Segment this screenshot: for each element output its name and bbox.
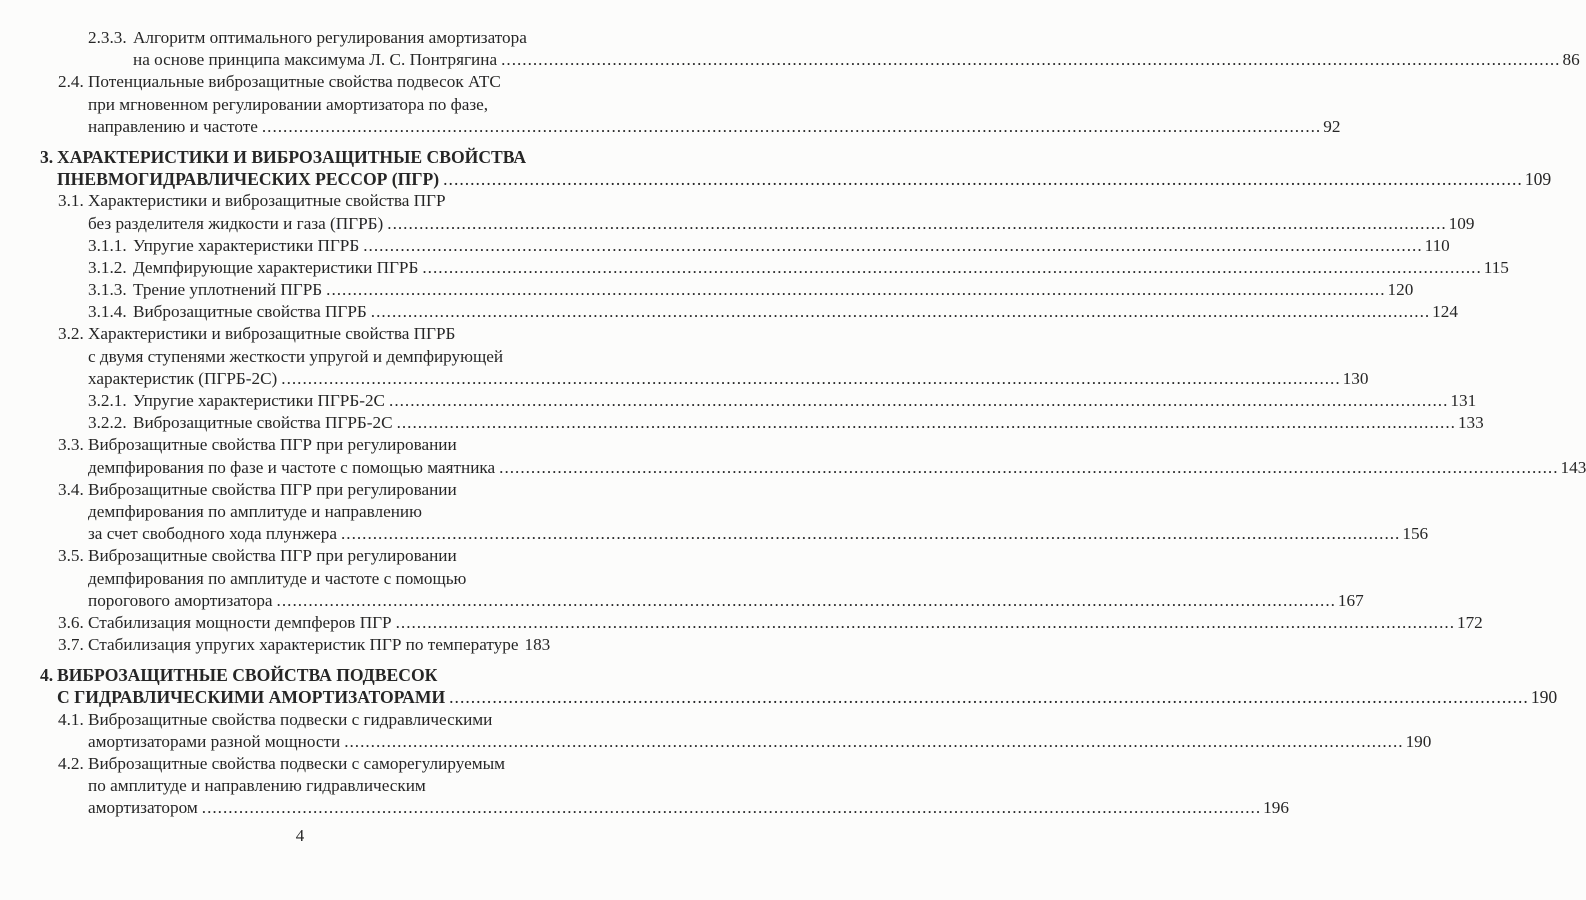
toc-entry-last-line [88, 797, 1289, 819]
toc-entry [0, 634, 600, 656]
toc-entry-text: ПНЕВМОГИДРАВЛИЧЕСКИХ РЕССОР (ПГР) [57, 169, 440, 190]
toc-entry-number: 3.4. [58, 479, 84, 499]
toc-entry-number: 3.3. [58, 435, 84, 455]
toc-entry [0, 323, 1369, 390]
toc-page-number[interactable]: 109 [1524, 169, 1552, 190]
toc-line [0, 634, 600, 656]
toc-entry-number: 2.3.3. [88, 28, 127, 47]
toc-entry-text: Алгоритм оптимального регулирования амортизатора [133, 28, 527, 47]
toc-line [0, 731, 1432, 753]
toc-entry-text: Виброзащитные свойства ПГРБ-2С [133, 413, 393, 433]
toc-entry-text: Демпфирующие характеристики ПГРБ [133, 257, 419, 277]
toc-line [0, 686, 1558, 708]
toc-entry-text: характеристик (ПГРБ-2С) [88, 368, 278, 388]
toc-entry-text: Упругие характеристики ПГРБ-2С [133, 391, 386, 410]
toc-entry-text: демпфирования по амплитуде и направлению [88, 501, 422, 521]
toc-page-number[interactable]: 130 [1342, 368, 1369, 388]
toc-entry-text: амортизатором [88, 798, 198, 818]
toc-entry-number: 4.2. [58, 754, 84, 773]
toc-entry-number: 3.1.4. [88, 302, 127, 322]
toc-line [0, 235, 1450, 257]
toc-page-number[interactable]: 92 [1323, 116, 1341, 136]
toc-entry [0, 71, 1341, 138]
toc-page-number[interactable]: 156 [1402, 524, 1429, 544]
toc-line [0, 190, 600, 212]
toc-entry-text: Упругие характеристики ПГРБ [133, 235, 360, 255]
toc-entry-text: Характеристики и виброзащитные свойства ПГР [88, 191, 446, 211]
toc-page-number[interactable]: 109 [1448, 213, 1475, 233]
toc-entry-text: амортизаторами разной мощности [88, 731, 341, 751]
toc-entry-text: ВИБРОЗАЩИТНЫЕ СВОЙСТВА ПОДВЕСОК [57, 665, 438, 686]
toc-entry-number: 3.2.1. [88, 391, 127, 410]
toc-line [0, 213, 1475, 235]
toc-page-number[interactable]: 133 [1457, 413, 1484, 433]
toc-chapter [0, 664, 1558, 708]
toc-entry [0, 190, 1475, 234]
toc-entry [0, 479, 1429, 546]
toc-line [0, 27, 600, 49]
dot-leader: ........................................................................................................................................................................................................ [326, 280, 1386, 300]
toc-line [0, 390, 1477, 412]
toc-page-number[interactable]: 131 [1450, 391, 1477, 410]
dot-leader: ........................................................................................................................................................................................................ [501, 50, 1561, 70]
toc-entry-number: 3.1.3. [88, 280, 127, 300]
toc-entry [0, 709, 1432, 753]
toc-entry-last-line [88, 523, 1429, 545]
toc-chapter [0, 146, 1552, 190]
toc-entry-number: 3.1. [58, 191, 84, 211]
toc-entry-last-line [88, 213, 1475, 235]
toc-entry [0, 753, 1289, 820]
dot-leader: ........................................................................................................................................................................................................ [281, 368, 1341, 388]
toc-entry-text: за счет свободного хода плунжера [88, 524, 337, 544]
toc-entry-last-line [133, 390, 1477, 412]
dot-leader: ........................................................................................................................................................................................................ [370, 302, 1431, 322]
dot-leader: ........................................................................................................................................................................................................ [499, 457, 1559, 477]
toc-line [0, 523, 1429, 545]
toc-page-number[interactable]: 172 [1456, 612, 1483, 632]
toc-line [0, 545, 600, 567]
toc-line [0, 709, 600, 731]
toc-entry-last-line [133, 257, 1509, 279]
toc-entry-text: при мгновенном регулировании амортизатора по фазе, [88, 94, 489, 114]
toc-entry-text: С ГИДРАВЛИЧЕСКИМИ АМОРТИЗАТОРАМИ [57, 687, 446, 708]
toc-line [0, 590, 1364, 612]
toc-entry-last-line [88, 731, 1432, 753]
toc-entry-text: порогового амортизатора [88, 590, 273, 610]
toc-page-number[interactable]: 190 [1530, 687, 1558, 708]
toc-entry-text: Стабилизация упругих характеристик ПГР по температуре [88, 635, 519, 655]
toc-line [0, 301, 1458, 323]
toc-page-number[interactable]: 183 [524, 635, 551, 655]
toc-entry-last-line [133, 279, 1414, 301]
dot-leader: ........................................................................................................................................................................................................ [422, 257, 1482, 277]
toc-line [0, 368, 1369, 390]
toc-entry-text: Виброзащитные свойства ПГРБ [133, 302, 367, 322]
toc-page-number[interactable]: 190 [1405, 731, 1432, 751]
toc-entry-text: с двумя ступенями жесткости упругой и демпфирующей [88, 346, 504, 366]
toc-line [0, 323, 600, 345]
toc-line [0, 94, 600, 116]
toc-entry [0, 390, 1477, 412]
toc-entry-text: без разделителя жидкости и газа (ПГРБ) [88, 213, 384, 233]
toc-line [0, 412, 1484, 434]
toc-entry-last-line [88, 634, 551, 656]
toc-entry-last-line [57, 686, 1558, 708]
toc-entry-number: 3.1.1. [88, 235, 127, 255]
toc-entry-text: на основе принципа максимума Л. С. Понтрягина [133, 50, 498, 70]
toc-page-number[interactable]: 196 [1263, 798, 1289, 818]
dot-leader: ........................................................................................................................................................................................................ [396, 413, 1456, 433]
toc-entry-text: Трение уплотнений ПГРБ [133, 280, 323, 300]
toc-entry-number: 3. [40, 146, 54, 167]
toc-line [0, 479, 600, 501]
toc-entry-last-line [88, 116, 1341, 138]
dot-leader: ........................................................................................................................................................................................................ [261, 116, 1322, 136]
toc-entry-text: Стабилизация мощности демпферов ПГР [88, 612, 392, 632]
toc-entry [0, 279, 1414, 301]
toc-entry-number: 3.1.2. [88, 257, 127, 277]
toc-entry-text: Характеристики и виброзащитные свойства ПГРБ [88, 324, 456, 344]
toc-line [0, 434, 600, 456]
toc-entry-number: 4. [40, 665, 54, 686]
toc-entry-last-line [57, 168, 1552, 190]
toc-entry [0, 27, 1580, 71]
toc-line [0, 71, 600, 93]
toc-line [0, 49, 1580, 71]
toc-entry-last-line [88, 368, 1369, 390]
toc-entry-text: Потенциальные виброзащитные свойства подвесок АТС [88, 72, 501, 92]
toc-line [0, 346, 600, 368]
toc-entry-last-line [88, 590, 1364, 612]
toc-entry-number: 3.2.2. [88, 413, 127, 433]
toc-line [0, 146, 600, 168]
dot-leader: ........................................................................................................................................................................................................ [443, 169, 1523, 190]
toc-entry-text: ХАРАКТЕРИСТИКИ И ВИБРОЗАЩИТНЫЕ СВОЙСТВА [57, 146, 527, 167]
toc-line [0, 664, 600, 686]
toc-entry-text: демпфирования по фазе и частоте с помощью маятника [88, 457, 496, 477]
dot-leader: ........................................................................................................................................................................................................ [363, 235, 1423, 255]
toc-page-number[interactable]: 86 [1562, 50, 1580, 70]
dot-leader: ........................................................................................................................................................................................................ [276, 590, 1336, 610]
dot-leader: ........................................................................................................................................................................................................ [395, 612, 1455, 632]
toc-entry-text: Виброзащитные свойства подвески с гидравлическими [88, 709, 493, 729]
toc-entry-last-line [88, 457, 1586, 479]
toc-entry-text: Виброзащитные свойства ПГР при регулировании [88, 479, 457, 499]
toc-entry [0, 612, 1483, 634]
dot-leader: ........................................................................................................................................................................................................ [387, 213, 1447, 233]
toc-entry-text: направлению и частоте [88, 116, 258, 136]
toc-entry-text: Виброзащитные свойства ПГР при регулировании [88, 546, 457, 566]
toc-entry-text: Виброзащитные свойства ПГР при регулировании [88, 435, 457, 455]
toc-entry-text: Виброзащитные свойства подвески с саморегулируемым [88, 754, 505, 773]
toc-line [0, 612, 1483, 634]
toc-line [0, 797, 1289, 819]
toc-line [0, 775, 600, 797]
page-number: 4 [295, 826, 305, 845]
toc-entry [0, 235, 1450, 257]
toc-line [0, 501, 600, 523]
toc-entry-number: 2.4. [58, 72, 84, 92]
toc-page-number[interactable]: 120 [1387, 280, 1414, 300]
toc-entry [0, 257, 1509, 279]
toc-line [0, 753, 600, 775]
toc-entry-number: 3.2. [58, 324, 84, 344]
toc-page-number[interactable]: 110 [1424, 235, 1450, 255]
toc-entry [0, 434, 1586, 478]
toc-line [0, 257, 1509, 279]
toc-line [0, 457, 1586, 479]
dot-leader: ........................................................................................................................................................................................................ [340, 524, 1401, 544]
toc-entry-number: 3.7. [58, 635, 84, 655]
toc-entry [0, 412, 1484, 434]
dot-leader: ........................................................................................................................................................................................................ [449, 687, 1529, 708]
dot-leader: ........................................................................................................................................................................................................ [201, 798, 1262, 818]
toc-line [0, 568, 600, 590]
dot-leader: ........................................................................................................................................................................................................ [344, 731, 1404, 751]
toc-entry-number: 4.1. [58, 709, 84, 729]
toc-entry [0, 545, 1364, 612]
dot-leader: ........................................................................................................................................................................................................ [389, 391, 1449, 410]
toc-entry-last-line [133, 412, 1484, 434]
toc-entry-text: по амплитуде и направлению гидравлическим [88, 776, 426, 796]
toc-line [0, 168, 1552, 190]
toc-line [0, 116, 1341, 138]
toc-page-number[interactable]: 124 [1432, 302, 1458, 322]
toc-entry-last-line [133, 49, 1580, 71]
toc-page-number[interactable]: 167 [1337, 590, 1364, 610]
toc-entry-number: 3.5. [58, 546, 84, 566]
toc-line [0, 279, 1414, 301]
toc-entry-number: 3.6. [58, 612, 84, 632]
toc-page-number[interactable]: 115 [1483, 257, 1509, 277]
toc-entry-text: демпфирования по амплитуде и частоте с помощью [88, 568, 467, 588]
toc-page-number[interactable]: 143 [1560, 457, 1586, 477]
toc-entry-last-line [133, 235, 1450, 257]
toc-entry [0, 301, 1458, 323]
table-of-contents [0, 27, 1586, 820]
toc-entry-last-line [88, 612, 1483, 634]
toc-entry-last-line [133, 301, 1458, 323]
